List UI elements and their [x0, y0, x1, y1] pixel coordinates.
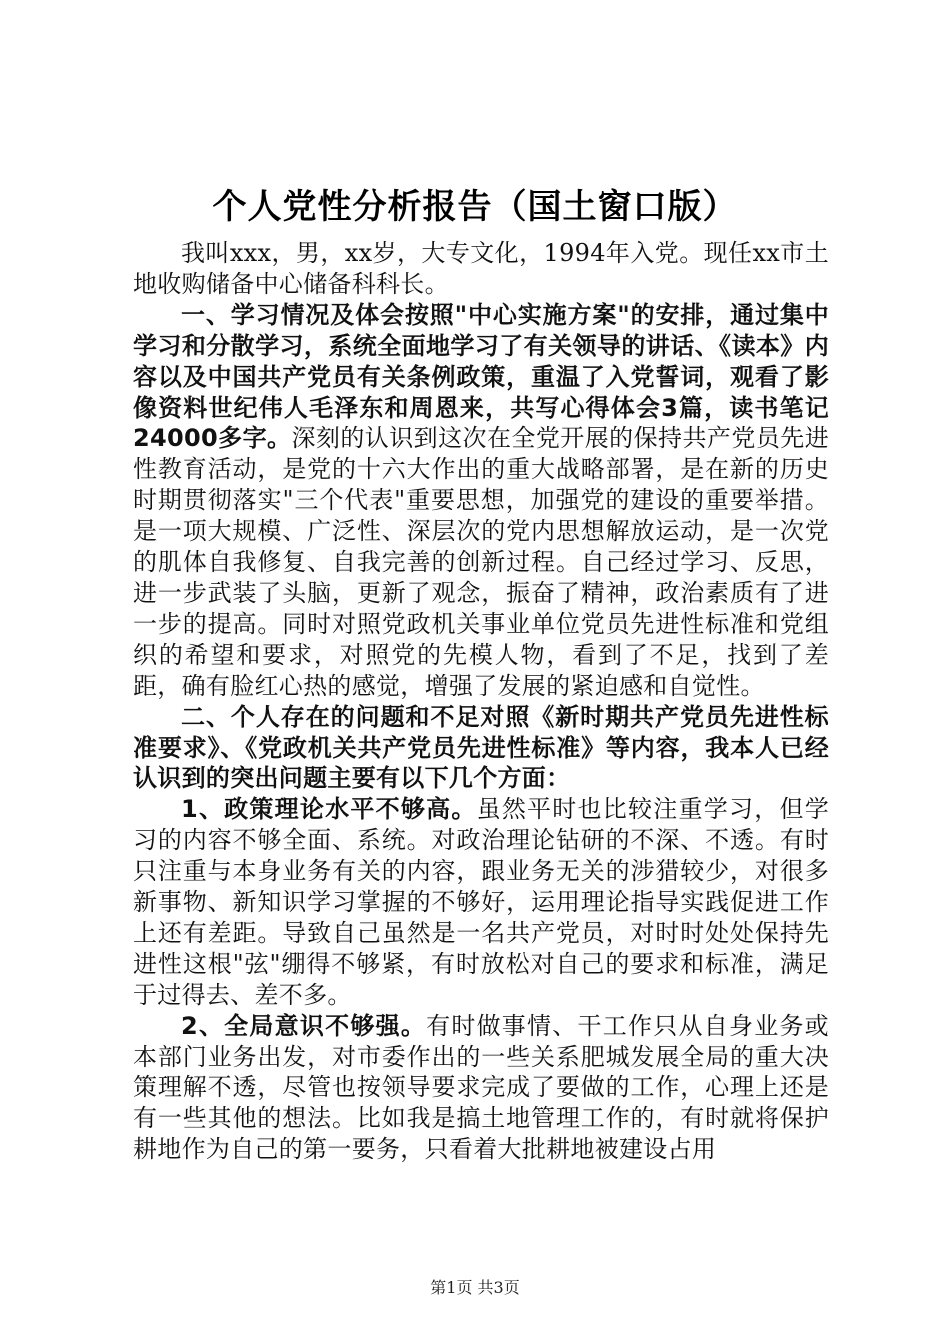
- section1-text: 深刻的认识到这次在全党开展的保持共产党员先进性教育活动，是党的十六大作出的重大战略部署，是在新的历史时期贯彻落实"三个代表"重要思想，加强党的建设的重要举措。是一项大规模、广泛性、深层次的党内思想解放运动，是一次党的肌体自我修复、自我完善的创新过程。自己经过学习、反思，进一步武装了头脑，更新了观念，振奋了精神，政治素质有了进一步的提高。同时对照党政机关事业单位党员先进性标准和党组织的希望和要求，对照党的先模人物，看到了不足，找到了差距，确有脸红心热的感觉，增强了发展的紧迫感和自觉性。: [133, 424, 829, 700]
- section1-heading: 一、学习情况及体会按照"中心实施方案"的安排，通过集中学习和分散学习，系统全面地学习了有关领导的讲话、《读本》内容以及中国共产党员有关条例政策，重温了入党誓词，观看了影像资料世纪伟人毛泽东和周恩来，共写心得体会3篇，读书笔记24000多字。: [133, 300, 829, 453]
- item2-heading: 2、全局意识不够强。: [181, 1011, 427, 1040]
- item1-text: 虽然平时也比较注重学习，但学习的内容不够全面、系统。对政治理论钻研的不深、不透。有时只注重与本身业务有关的内容，跟业务无关的涉猎较少，对很多新事物、新知识学习掌握的不够好，运用理论指导实践促进工作上还有差距。导致自己虽然是一名共产党员，对时时处处保持先进性这根"弦"绷得不够紧，有时放松对自己的要求和标准，满足于过得去、差不多。: [133, 795, 829, 1009]
- section1-paragraph: [133, 300, 829, 702]
- item1-paragraph: [133, 794, 829, 1010]
- section2-heading: 二、个人存在的问题和不足对照《新时期共产党员先进性标准要求》、《党政机关共产党员先进性标准》等内容，我本人已经认识到的突出问题主要有以下几个方面：: [133, 702, 829, 793]
- page-title: 个人党性分析报告（国土窗口版）: [212, 187, 738, 227]
- item2-text: 有时做事情、干工作只从自身业务或本部门业务出发，对市委作出的一些关系肥城发展全局的重大决策理解不透，尽管也按领导要求完成了要做的工作，心理上还是有一些其他的想法。比如我是搞土地管理工作的，有时就将保护耕地作为自己的第一要务，只看着大批耕地被建设占用: [133, 1011, 829, 1164]
- document-body: [133, 238, 829, 1165]
- intro-paragraph: 我叫xxx，男，xx岁，大专文化，1994年入党。现任xx市土地收购储备中心储备科科长。: [133, 239, 829, 298]
- item2-paragraph: [133, 1011, 829, 1166]
- item1-heading: 1、政策理论水平不够高。: [181, 795, 477, 824]
- page-footer: 第1页 共3页: [430, 1278, 520, 1297]
